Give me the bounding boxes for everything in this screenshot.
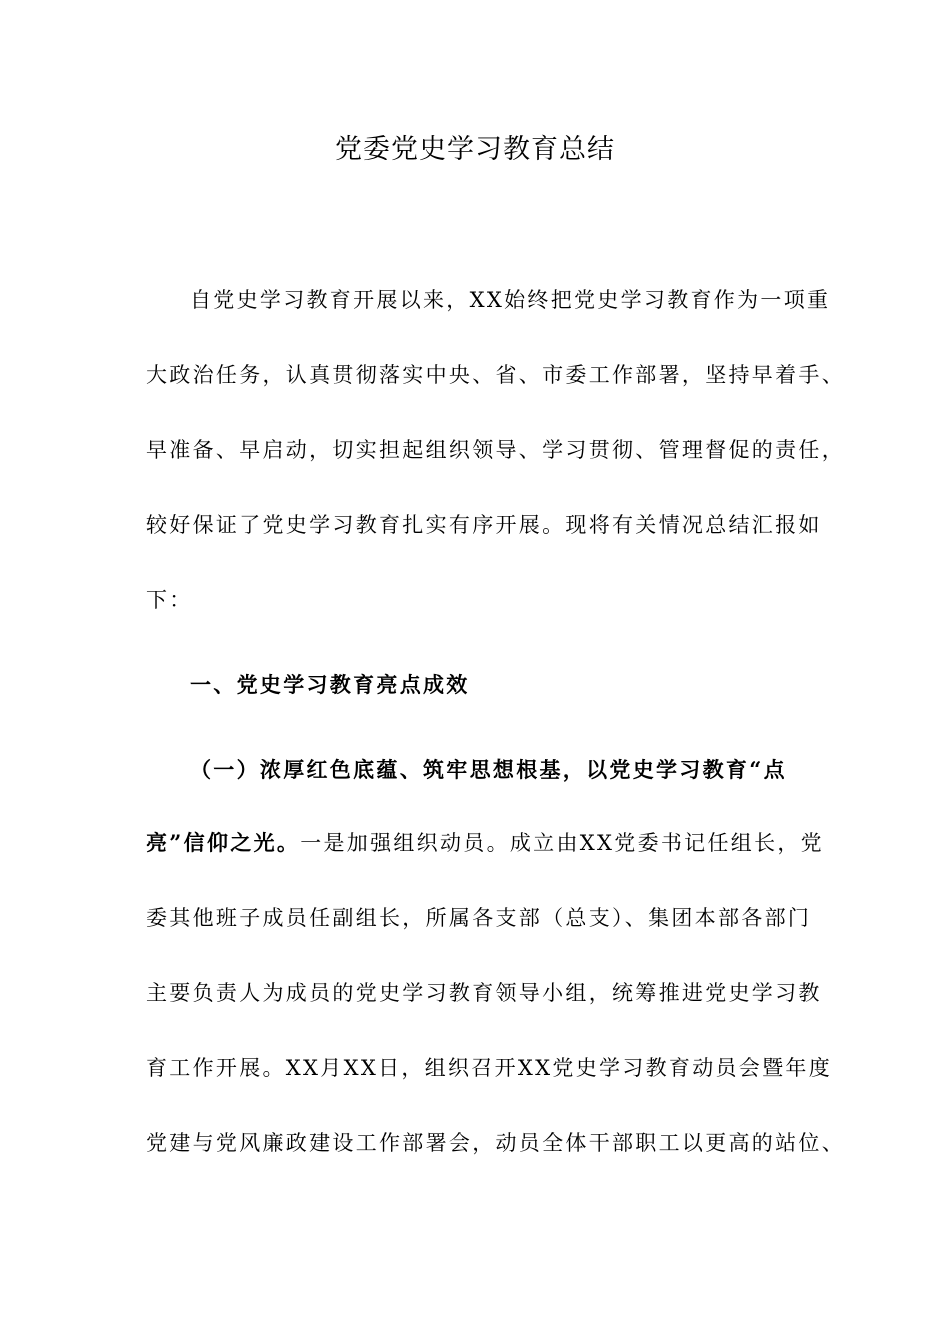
paragraph-line: 委其他班子成员任副组长，所属各支部（总支）、集团本部各部门 — [146, 906, 812, 930]
paragraph-line: 党建与党风廉政建设工作部署会，动员全体干部职工以更高的站位、 — [146, 1131, 845, 1155]
paragraph-text: 一是加强组织动员。成立由XX党委书记任组长，党 — [300, 831, 824, 855]
paragraph-line: 主要负责人为成员的党史学习教育领导小组，统筹推进党史学习教 — [146, 981, 822, 1005]
subsection-heading-end: 亮”信仰之光。 — [146, 830, 301, 855]
paragraph-line: 下： — [146, 588, 193, 612]
subsection-heading: （一）浓厚红色底蕴、筑牢思想根基，以党史学习教育“点 — [190, 757, 787, 782]
document-title: 党委党史学习教育总结 — [335, 134, 615, 165]
paragraph-line: 较好保证了党史学习教育扎实有序开展。现将有关情况总结汇报如 — [146, 513, 822, 537]
section-heading: 一、党史学习教育亮点成效 — [190, 672, 470, 697]
paragraph-line: 早准备、早启动，切实担起组织领导、学习贯彻、管理督促的责任， — [146, 438, 845, 462]
paragraph-line — [146, 828, 824, 858]
paragraph-line: 大政治任务，认真贯彻落实中央、省、市委工作部署，坚持早着手、 — [146, 363, 845, 387]
paragraph-line: 育工作开展。XX月XX日，组织召开XX党史学习教育动员会暨年度 — [146, 1056, 832, 1080]
paragraph-line: 自党史学习教育开展以来，XX始终把党史学习教育作为一项重 — [190, 288, 831, 312]
